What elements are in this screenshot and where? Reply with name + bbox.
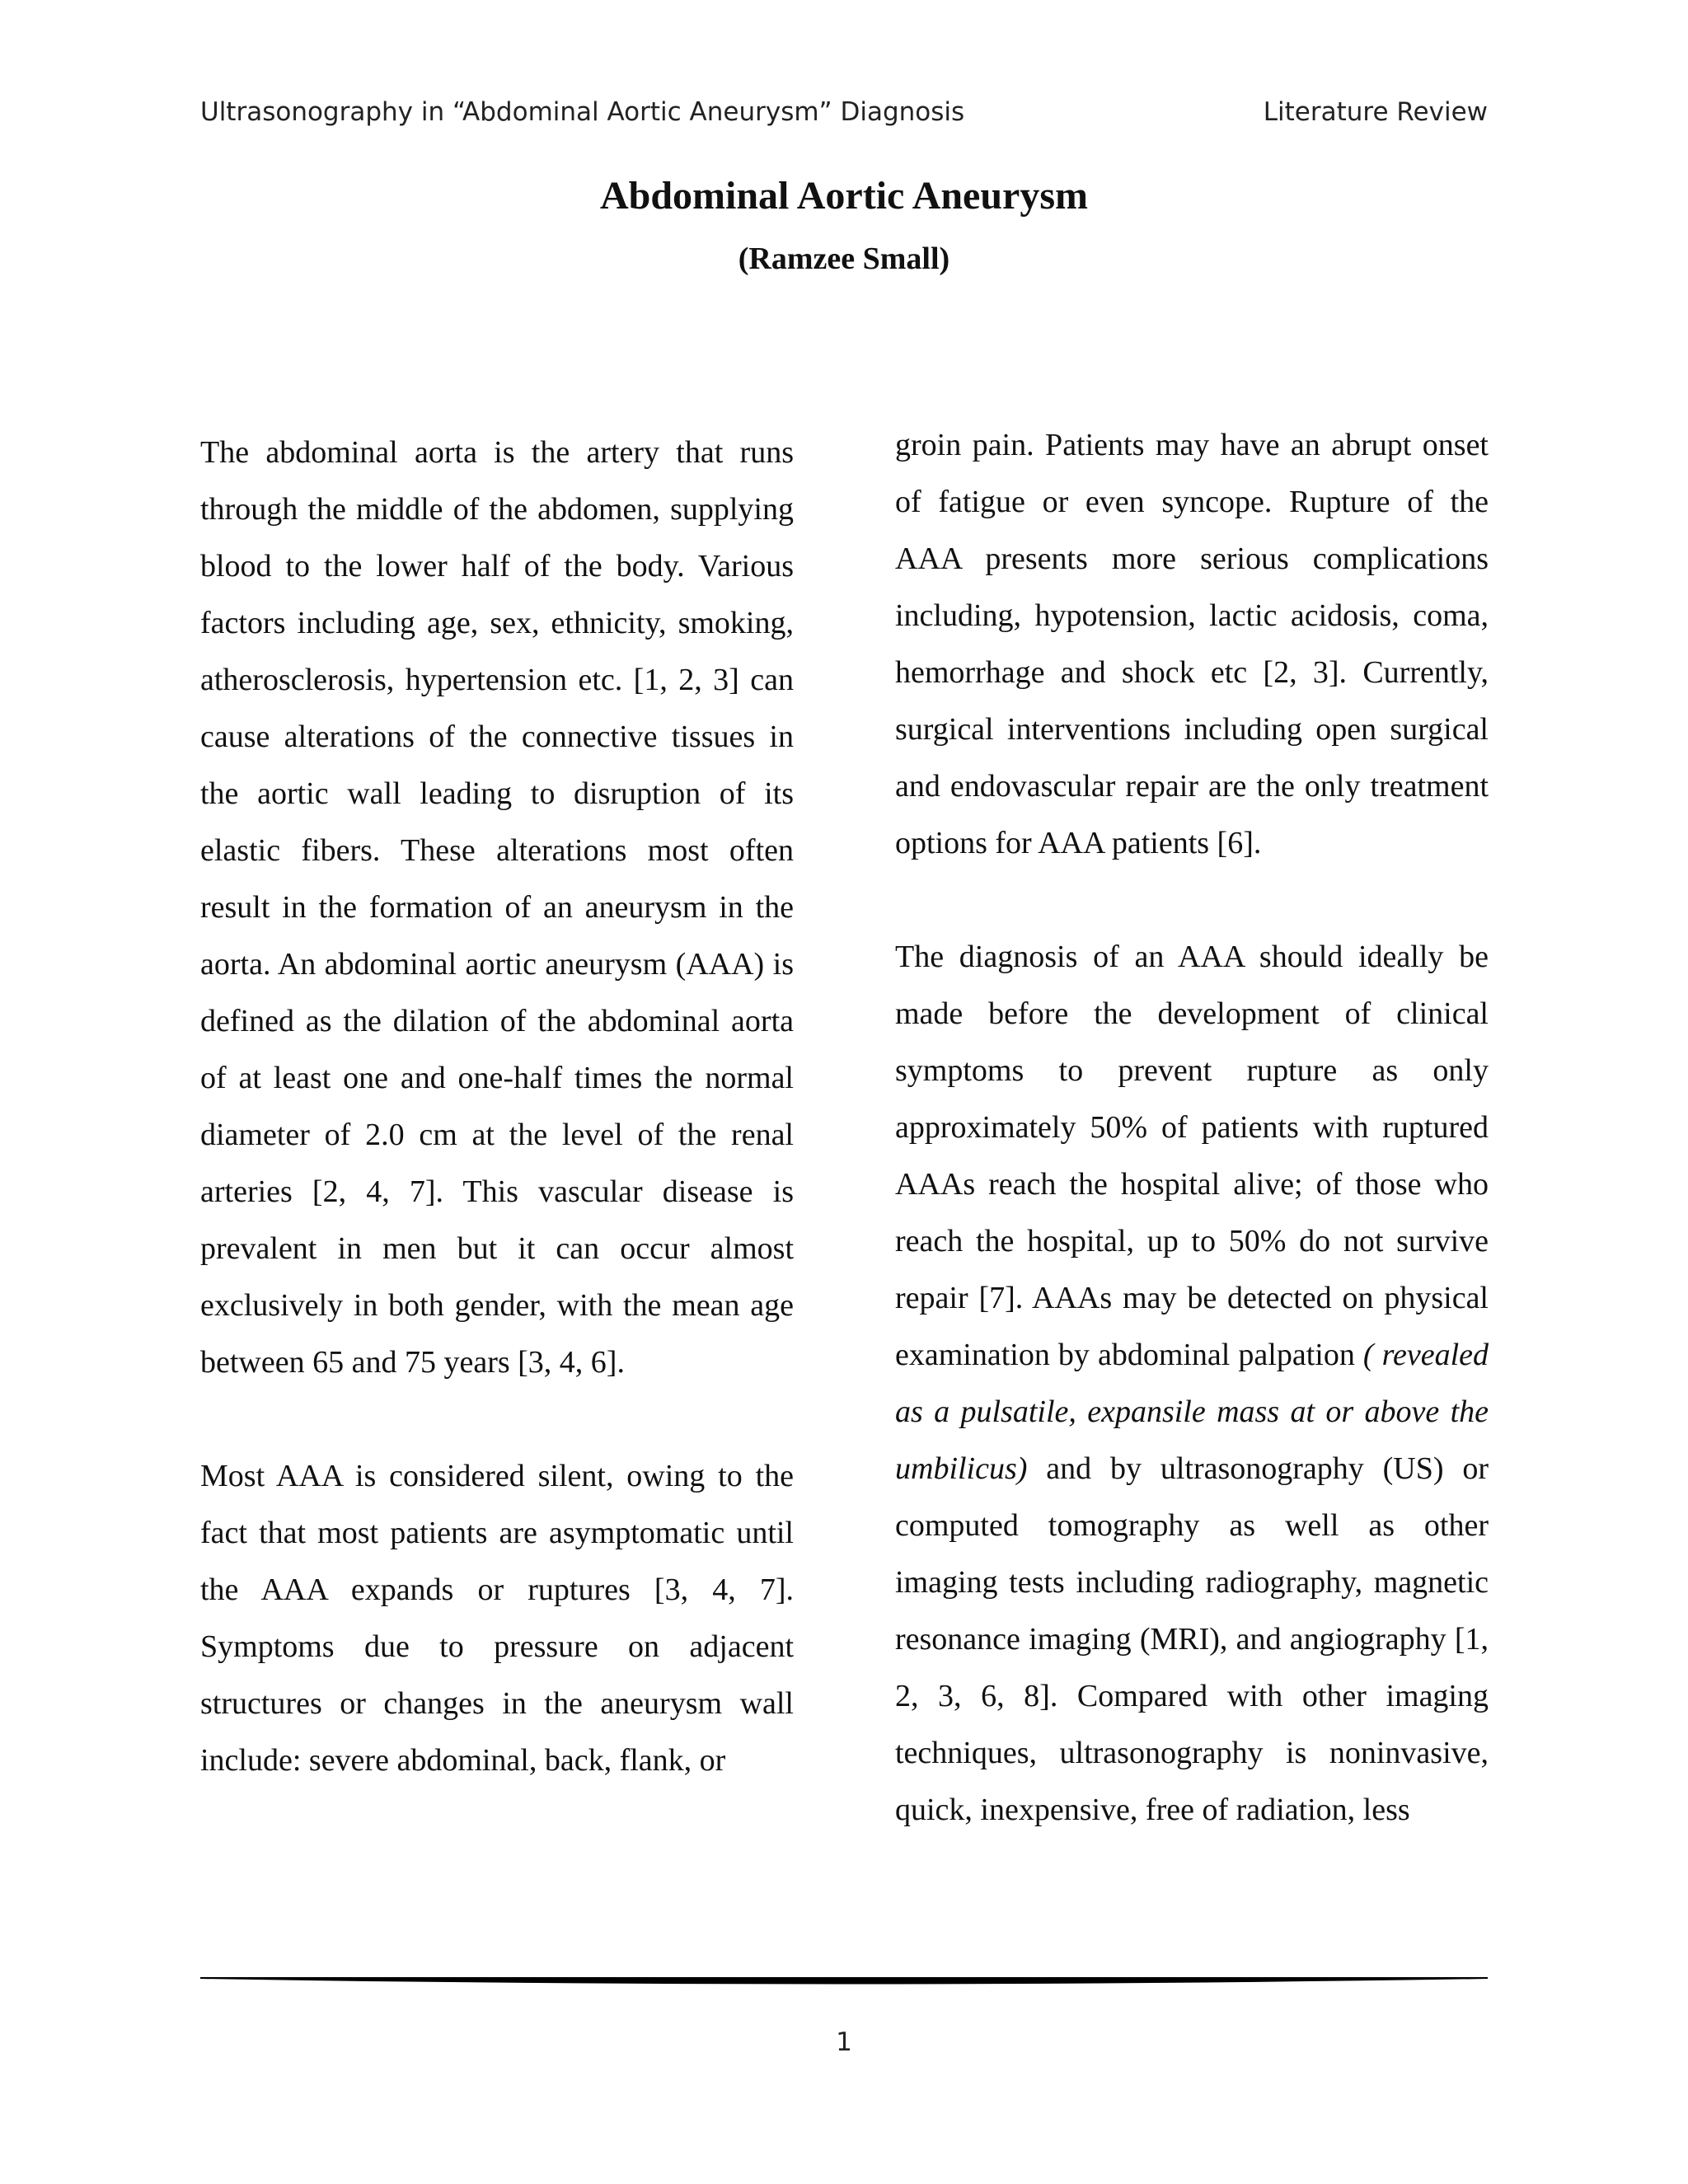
paragraph-symptoms: Most AAA is considered silent, owing to the fact that most patients are asymptomatic until the AAA expands or ruptures [3, 4, 7]. Symptoms due to pressure on adjacent structures or changes in the aneurysm wall include: severe abdominal, back, flank, or <box>200 1459 794 1778</box>
article-title: Abdominal Aortic Aneurysm <box>599 174 1089 218</box>
diagnosis-text-start: The diagnosis of an AAA should ideally be made before the development of clinical symptoms to prevent rupture as only approximately 50% of patients with ruptured AAAs reach the hospital alive; of those who reach the hospital, up to 50% do not survive repair [7]. AAAs may be detected on physical examination by abdominal palpation <box>895 940 1489 1372</box>
page-number: 1 <box>836 2027 852 2057</box>
paragraph-diagnosis <box>895 929 1489 1839</box>
paragraph-complications: groin pain. Patients may have an abrupt onset of fatigue or even syncope. Rupture of the AAA presents more serious complications including, hypotension, lactic acidosis, coma, hemorrhage and shock etc [2, 3]. Currently, surgical interventions including open surgical and endovascular repair are the only treatment options for AAA patients [6]. <box>895 428 1489 860</box>
paragraph-introduction: The abdominal aorta is the artery that runs through the middle of the abdomen, supplying blood to the lower half of the body. Various factors including age, sex, ethnicity, smoking, atherosclerosis, hypertension etc. [1, 2, 3] can cause alterations of the connective tissues in the aortic wall leading to disruption of its elastic fibers. These alterations most often result in the formation of an aneurysm in the aorta. An abdominal aortic aneurysm (AAA) is defined as the dilation of the abdominal aorta of at least one and one-half times the normal diameter of 2.0 cm at the level of the renal arteries [2, 4, 7]. This vascular disease is prevalent in men but it can occur almost exclusively in both gender, with the mean age between 65 and 75 years [3, 4, 6]. <box>200 435 794 1380</box>
left-column <box>200 424 794 1789</box>
diagnosis-text-end: and by ultrasonography (US) or computed tomography as well as other imaging tests including radiography, magnetic resonance imaging (MRI), and angiography [1, 2, 3, 6, 8]. Compared with other imaging techniques, ultrasonography is noninvasive, quick, inexpensive, free of radiation, less <box>895 1451 1489 1827</box>
running-header <box>200 97 1488 127</box>
footer-rule <box>200 1976 1488 1990</box>
header-section-label: Literature Review <box>1263 97 1488 127</box>
diagnosis-italic-note: ( revealed as a pulsatile, expansile mass at or above the umbilicus) <box>895 1338 1489 1486</box>
right-column <box>895 417 1489 1839</box>
article-author: (Ramzee Small) <box>738 241 950 276</box>
header-document-title: Ultrasonography in “Abdominal Aortic Aneurysm” Diagnosis <box>200 97 965 127</box>
